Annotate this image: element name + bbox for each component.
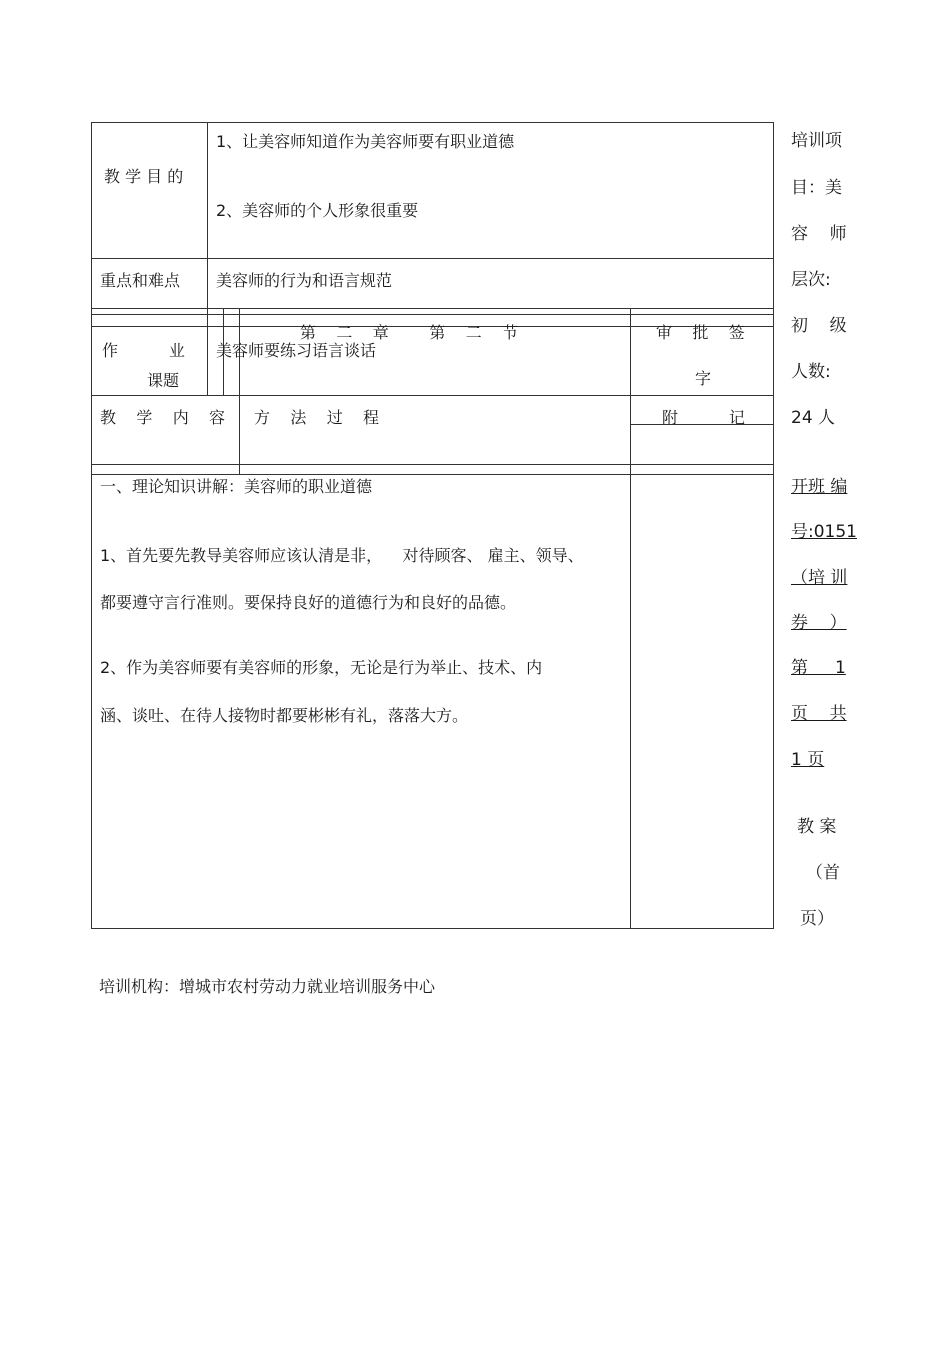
row-divider-2: [91, 308, 774, 309]
sidebar-line-10: （培 训: [791, 568, 848, 588]
key-points-text: 美容师的行为和语言规范: [216, 271, 393, 290]
table-border-right: [773, 122, 774, 929]
homework-text: 美容师要练习语言谈话: [216, 341, 377, 360]
content-label: 教 学 内 容: [100, 408, 226, 427]
method-label: 方 法 过 程: [254, 408, 380, 427]
chapter-heading: 第 二 章 第 二 节: [300, 323, 519, 342]
sidebar-line-5: 初 级: [791, 316, 847, 336]
sidebar-line-4: 层次:: [791, 270, 831, 290]
section-title: 一、理论知识讲解：美容师的职业道德: [100, 477, 373, 496]
body-paragraph-2-line-1: 2、作为美容师要有美容师的形象，无论是行为举止、技术、内: [100, 658, 543, 677]
sidebar-line-1: 培训项: [791, 131, 842, 151]
objectives-label: 教 学 目 的: [104, 167, 184, 186]
homework-label-2: 课题: [147, 371, 180, 390]
sidebar-line-8: 开班 编: [791, 477, 848, 497]
content-column-divider: [239, 308, 240, 474]
row-divider-3a: [91, 314, 774, 315]
approval-label-2: 字: [695, 369, 712, 388]
sidebar-line-12: 第 1: [791, 658, 846, 678]
table-border-top: [91, 122, 774, 123]
sidebar-line-15: 教 案: [797, 817, 837, 837]
homework-label-1: 作 业: [102, 341, 185, 360]
notes-label: 附 记: [662, 408, 745, 427]
body-paragraph-2-line-2: 涵、谈吐、在待人接物时都要彬彬有礼，落落大方。: [100, 706, 469, 725]
sidebar-line-2: 目：美: [791, 178, 842, 198]
sidebar-line-16: （首: [806, 863, 840, 883]
sidebar-line-3: 容 师: [791, 224, 847, 244]
objective-1: 1、让美容师知道作为美容师要有职业道德: [216, 132, 515, 151]
footer-institution: 培训机构：增城市农村劳动力就业培训服务中心: [99, 977, 436, 996]
row-divider-5a: [91, 464, 774, 465]
table-border-left: [91, 122, 92, 929]
label-column-divider: [207, 122, 208, 395]
sidebar-line-17: 页）: [800, 909, 834, 929]
sidebar-line-11: 券 ）: [791, 613, 847, 633]
approval-label-1: 审 批 签: [656, 323, 745, 342]
sidebar-line-9: 号:0151: [791, 522, 857, 542]
notes-column-divider: [630, 308, 631, 929]
row-divider-4: [91, 395, 774, 396]
table-border-bottom: [91, 928, 774, 929]
body-paragraph-1-line-2: 都要遵守言行准则。要保持良好的道德行为和良好的品德。: [100, 593, 517, 612]
body-paragraph-1-line-1: 1、首先要先教导美容师应该认清是非， 对待顾客、 雇主、领导、: [100, 546, 584, 565]
sidebar-line-7: 24 人: [791, 408, 836, 428]
key-points-label: 重点和难点: [100, 271, 181, 290]
sidebar-line-6: 人数:: [791, 362, 831, 382]
sidebar-line-13: 页 共: [791, 704, 847, 724]
row-divider-5b: [91, 474, 774, 475]
sidebar-line-14: 1 页: [791, 750, 825, 770]
row-divider-1: [91, 258, 774, 259]
objective-2: 2、美容师的个人形象很重要: [216, 201, 419, 220]
